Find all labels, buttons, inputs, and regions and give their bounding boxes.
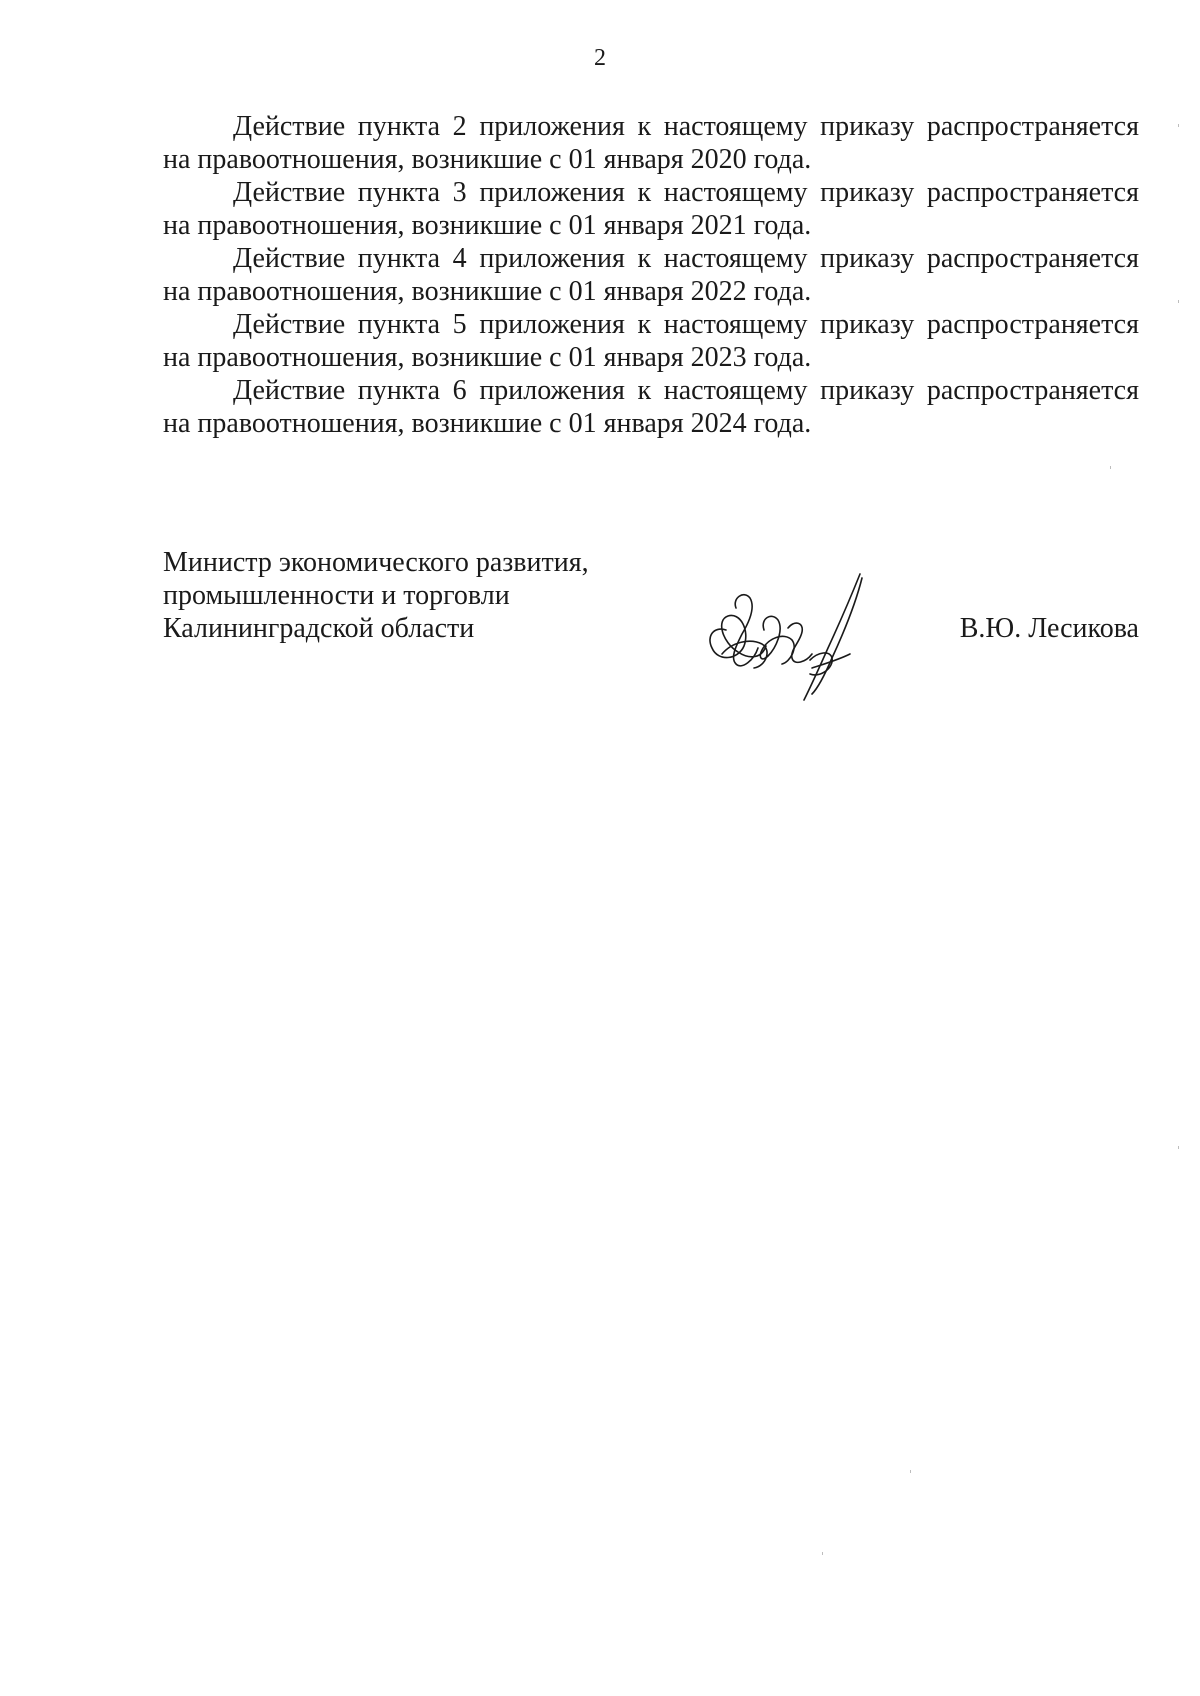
paragraph-item-5	[163, 308, 1139, 374]
paragraph-item-6	[163, 374, 1139, 440]
scan-speck	[822, 1552, 823, 1555]
paragraph-first-line: Действие пункта 3 приложения к настоящему приказу распространяется	[233, 177, 1139, 208]
paragraph-item-3	[163, 176, 1139, 242]
paragraph-item-2	[163, 110, 1139, 176]
paragraph-second-line: на правоотношения, возникшие с 01 января 2024 года.	[163, 408, 812, 439]
paragraph-second-line: на правоотношения, возникшие с 01 января 2021 года.	[163, 210, 812, 241]
paragraph-second-line: на правоотношения, возникшие с 01 января 2020 года.	[163, 144, 812, 175]
paragraph-first-line: Действие пункта 2 приложения к настоящему приказу распространяется	[233, 111, 1139, 142]
scan-speck	[1178, 1146, 1179, 1149]
handwritten-signature-icon	[692, 568, 882, 708]
signatory-title-line: промышленности и торговли	[163, 580, 510, 611]
scan-speck	[910, 1470, 911, 1473]
page-number: 2	[594, 45, 606, 71]
signature-block	[163, 546, 1139, 726]
paragraph-first-line: Действие пункта 4 приложения к настоящему приказу распространяется	[233, 243, 1139, 274]
body-text	[163, 110, 1139, 440]
paragraph-second-line: на правоотношения, возникшие с 01 января 2023 года.	[163, 342, 812, 373]
scan-speck	[1178, 124, 1179, 127]
paragraph-first-line: Действие пункта 6 приложения к настоящему приказу распространяется	[233, 375, 1139, 406]
signatory-name: В.Ю. Лесикова	[959, 613, 1139, 644]
paragraph-second-line: на правоотношения, возникшие с 01 января 2022 года.	[163, 276, 812, 307]
signatory-title-line: Калининградской области	[163, 613, 475, 644]
paragraph-item-4	[163, 242, 1139, 308]
paragraph-first-line: Действие пункта 5 приложения к настоящему приказу распространяется	[233, 309, 1139, 340]
scan-speck	[1110, 466, 1111, 469]
signatory-title	[163, 546, 589, 645]
scan-speck	[1178, 300, 1179, 303]
signatory-title-line: Министр экономического развития,	[163, 547, 589, 578]
